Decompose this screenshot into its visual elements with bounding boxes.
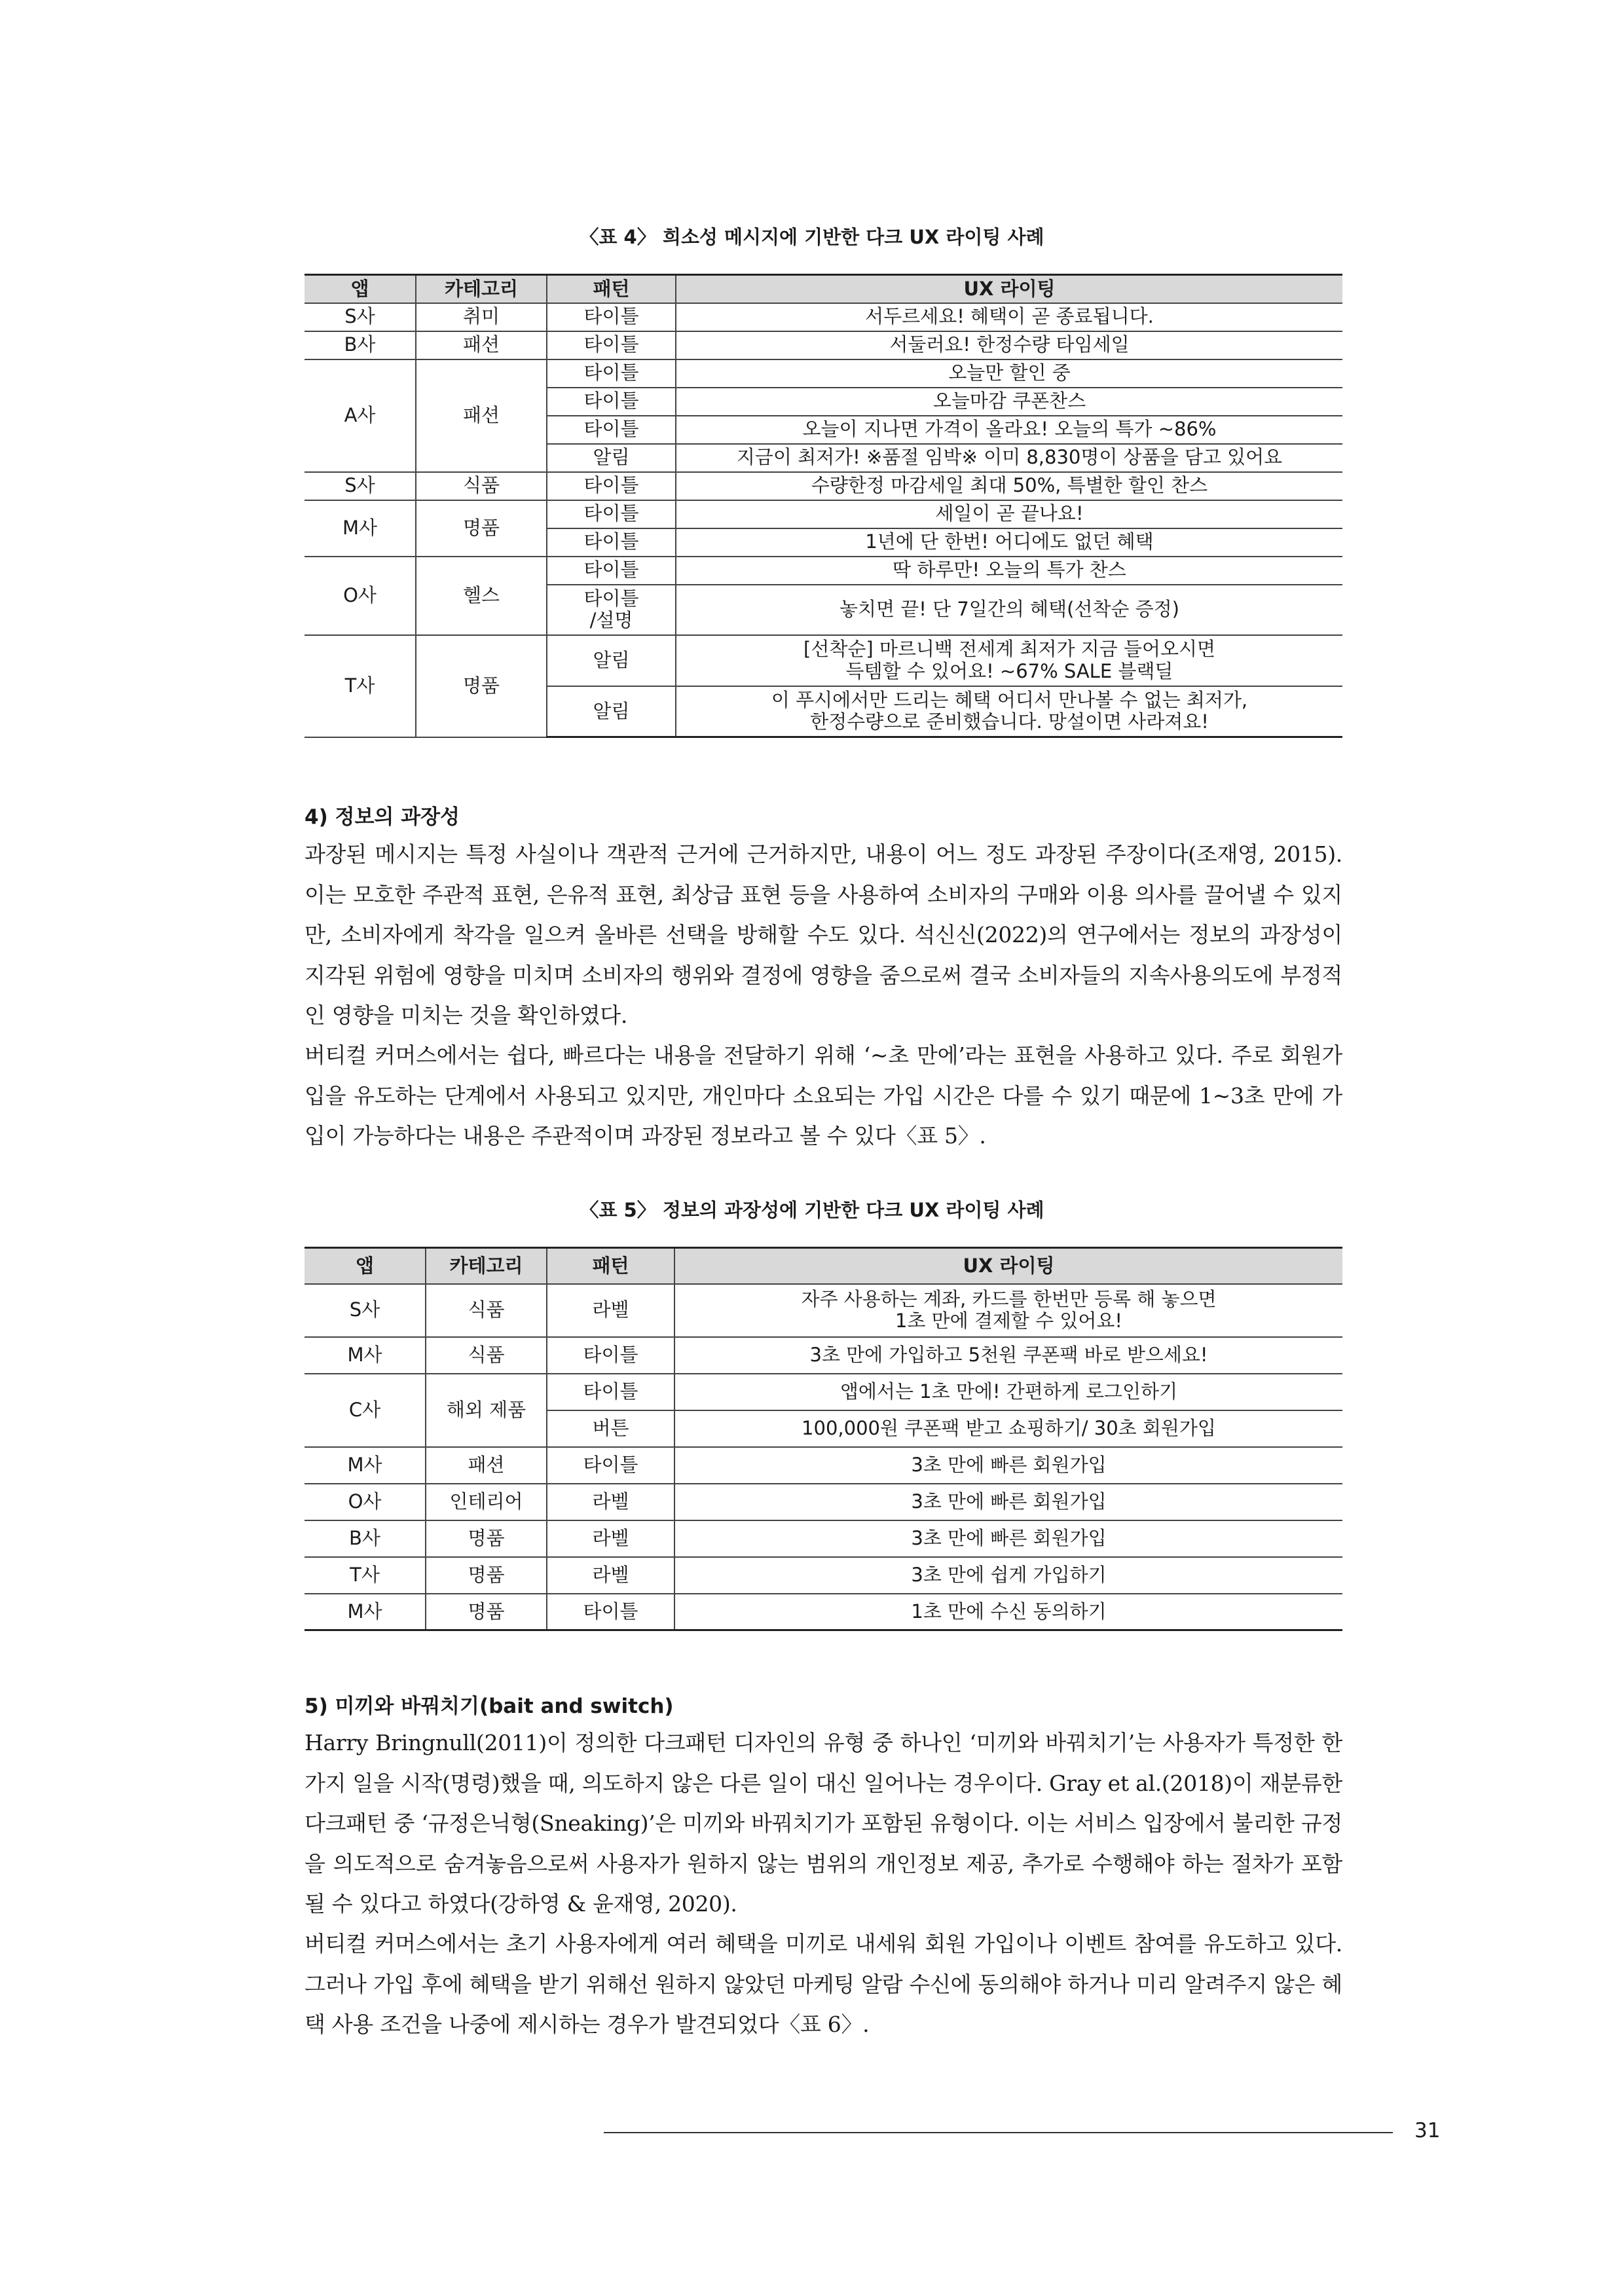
cell-app: S사 (304, 1284, 426, 1337)
cell-app: T사 (304, 1557, 426, 1594)
cell-ux-writing: 서두르세요! 혜택이 곧 종료됩니다. (676, 303, 1342, 331)
table-row (304, 1520, 1342, 1557)
cell-pattern: 타이틀 (547, 359, 676, 388)
cell-pattern: 라벨 (547, 1284, 674, 1337)
col-header-ux-writing: UX 라이팅 (676, 275, 1342, 303)
cell-ux-writing: 3초 만에 가입하고 5천원 쿠폰팩 바로 받으세요! (674, 1337, 1342, 1374)
cell-category: 명품 (426, 1520, 547, 1557)
footer-rule (604, 2132, 1393, 2133)
table-header-row (304, 275, 1342, 303)
table-row (304, 1374, 1342, 1410)
cell-ux-writing: 3초 만에 빠른 회원가입 (674, 1520, 1342, 1557)
cell-ux-writing: 1년에 단 한번! 어디에도 없던 혜택 (676, 528, 1342, 557)
cell-app: M사 (304, 500, 416, 557)
cell-app: B사 (304, 331, 416, 359)
section-heading: 5) 미끼와 바꿔치기(bait and switch) (304, 1695, 674, 1718)
cell-app: O사 (304, 557, 416, 635)
body-paragraph: 버티컬 커머스에서는 초기 사용자에게 여러 혜택을 미끼로 내세워 회원 가입이나 이벤트 참여를 유도하고 있다. 그러나 가입 후에 혜택을 받기 위해선 원하지 않았던 마케팅 알람 수신에 동의해야 하거나 미리 알려주지 않은 혜택 사용 조건을 나중에 제시하는 경우가 발견되었다〈표 6〉. (304, 1931, 1342, 2037)
cell-pattern: 타이틀 /설명 (547, 585, 676, 635)
table-row (304, 303, 1342, 331)
cell-ux-writing: 자주 사용하는 계좌, 카드를 한번만 등록 해 놓으면 1초 만에 결제할 수 있어요! (674, 1284, 1342, 1337)
cell-ux-writing: [선착순] 마르니백 전세계 최저가 지금 들어오시면 득템할 수 있어요! ~67% SALE 블랙딜 (676, 635, 1342, 686)
cell-app: S사 (304, 472, 416, 500)
cell-pattern: 타이틀 (547, 1594, 674, 1630)
cell-category: 헬스 (416, 557, 547, 635)
cell-category: 패션 (416, 359, 547, 472)
cell-category: 명품 (426, 1557, 547, 1594)
cell-app: B사 (304, 1520, 426, 1557)
cell-ux-writing: 1초 만에 수신 동의하기 (674, 1594, 1342, 1630)
cell-category: 명품 (426, 1594, 547, 1630)
table-row (304, 1594, 1342, 1630)
cell-pattern: 타이틀 (547, 388, 676, 416)
table-row (304, 1284, 1342, 1337)
col-header-ux-writing: UX 라이팅 (674, 1248, 1342, 1284)
cell-pattern: 타이틀 (547, 416, 676, 444)
cell-category: 명품 (416, 635, 547, 737)
cell-pattern: 타이틀 (547, 303, 676, 331)
cell-app: M사 (304, 1594, 426, 1630)
page-number: 31 (1414, 2119, 1441, 2142)
cell-category: 취미 (416, 303, 547, 331)
cell-app: S사 (304, 303, 416, 331)
cell-pattern: 타이틀 (547, 1447, 674, 1484)
cell-pattern: 알림 (547, 686, 676, 737)
cell-ux-writing: 앱에서는 1초 만에! 간편하게 로그인하기 (674, 1374, 1342, 1410)
body-paragraph: 버티컬 커머스에서는 쉽다, 빠르다는 내용을 전달하기 위해 ‘~초 만에’라는 표현을 사용하고 있다. 주로 회원가입을 유도하는 단계에서 사용되고 있지만, 개인마다 소요되는 가입 시간은 다를 수 있기 때문에 1~3초 만에 가입이 가능하다는 내용은 주관적이며 과장된 정보라고 볼 수 있다〈표 5〉. (304, 1042, 1342, 1148)
table-row (304, 472, 1342, 500)
col-header-pattern: 패턴 (547, 1248, 674, 1284)
col-header-app: 앱 (304, 1248, 426, 1284)
col-header-category: 카테고리 (416, 275, 547, 303)
cell-ux-writing: 지금이 최저가! ※품절 임박※ 이미 8,830명이 상품을 담고 있어요 (676, 444, 1342, 472)
body-paragraph: 과장된 메시지는 특정 사실이나 객관적 근거에 근거하지만, 내용이 어느 정도 과장된 주장이다(조재영, 2015). 이는 모호한 주관적 표현, 은유적 표현, 최상급 표현 등을 사용하여 소비자의 구매와 이용 의사를 끌어낼 수 있지만, 소비자에게 착각을 일으켜 올바른 선택을 방해할 수도 있다. 석신신(2022)의 연구에서는 정보의 과장성이 지각된 위험에 영향을 미치며 소비자의 행위와 결정에 영향을 줌으로써 결국 소비자들의 지속사용의도에 부정적인 영향을 미치는 것을 확인하였다. (304, 841, 1342, 1028)
cell-category: 패션 (416, 331, 547, 359)
table5 (304, 1247, 1342, 1631)
cell-pattern: 타이틀 (547, 472, 676, 500)
cell-category: 패션 (426, 1447, 547, 1484)
table5-caption: 〈표 5〉 정보의 과장성에 기반한 다크 UX 라이팅 사례 (580, 1199, 1044, 1221)
table-row (304, 1337, 1342, 1374)
table4-caption: 〈표 4〉 희소성 메시지에 기반한 다크 UX 라이팅 사례 (580, 226, 1044, 248)
cell-pattern: 라벨 (547, 1484, 674, 1520)
cell-pattern: 타이틀 (547, 331, 676, 359)
cell-pattern: 타이틀 (547, 1374, 674, 1410)
cell-app: A사 (304, 359, 416, 472)
cell-ux-writing: 서둘러요! 한정수량 타임세일 (676, 331, 1342, 359)
table-row (304, 359, 1342, 388)
cell-category: 식품 (426, 1337, 547, 1374)
cell-app: O사 (304, 1484, 426, 1520)
table-row (304, 331, 1342, 359)
cell-pattern: 버튼 (547, 1410, 674, 1447)
cell-ux-writing: 오늘만 할인 중 (676, 359, 1342, 388)
cell-ux-writing: 3초 만에 쉽게 가입하기 (674, 1557, 1342, 1594)
cell-ux-writing: 놓치면 끝! 단 7일간의 혜택(선착순 증정) (676, 585, 1342, 635)
table-header-row (304, 1248, 1342, 1284)
cell-ux-writing: 3초 만에 빠른 회원가입 (674, 1484, 1342, 1520)
cell-pattern: 라벨 (547, 1520, 674, 1557)
cell-pattern: 라벨 (547, 1557, 674, 1594)
col-header-app: 앱 (304, 275, 416, 303)
table-row (304, 1484, 1342, 1520)
cell-category: 해외 제품 (426, 1374, 547, 1447)
table-row (304, 557, 1342, 585)
table4 (304, 274, 1342, 738)
cell-ux-writing: 이 푸시에서만 드리는 혜택 어디서 만나볼 수 없는 최저가, 한정수량으로 준비했습니다. 망설이면 사라져요! (676, 686, 1342, 737)
cell-app: T사 (304, 635, 416, 737)
table-row (304, 1557, 1342, 1594)
cell-category: 식품 (426, 1284, 547, 1337)
section-heading: 4) 정보의 과장성 (304, 805, 460, 829)
cell-app: C사 (304, 1374, 426, 1447)
cell-pattern: 타이틀 (547, 557, 676, 585)
cell-pattern: 타이틀 (547, 500, 676, 528)
cell-category: 식품 (416, 472, 547, 500)
table-row (304, 500, 1342, 528)
cell-ux-writing: 세일이 곧 끝나요! (676, 500, 1342, 528)
cell-ux-writing: 오늘마감 쿠폰찬스 (676, 388, 1342, 416)
col-header-category: 카테고리 (426, 1248, 547, 1284)
col-header-pattern: 패턴 (547, 275, 676, 303)
cell-ux-writing: 3초 만에 빠른 회원가입 (674, 1447, 1342, 1484)
cell-pattern: 타이틀 (547, 528, 676, 557)
table-row (304, 1447, 1342, 1484)
cell-pattern: 타이틀 (547, 1337, 674, 1374)
cell-category: 인테리어 (426, 1484, 547, 1520)
cell-ux-writing: 오늘이 지나면 가격이 올라요! 오늘의 특가 ~86% (676, 416, 1342, 444)
cell-pattern: 알림 (547, 635, 676, 686)
cell-pattern: 알림 (547, 444, 676, 472)
body-paragraph: Harry Bringnull(2011)이 정의한 다크패턴 디자인의 유형 중 하나인 ‘미끼와 바꿔치기’는 사용자가 특정한 한 가지 일을 시작(명령)했을 때, 의도하지 않은 다른 일이 대신 일어나는 경우이다. Gray et al.(2018)이 재분류한 다크패턴 중 ‘규정은닉형(Sneaking)’은 미끼와 바꿔치기가 포함된 유형이다. 이는 서비스 입장에서 불리한 규정을 의도적으로 숨겨놓음으로써 사용자가 원하지 않는 범위의 개인정보 제공, 추가로 수행해야 하는 절차가 포함될 수 있다고 하였다(강하영 & 윤재영, 2020). (304, 1730, 1342, 1917)
cell-ux-writing: 수량한정 마감세일 최대 50%, 특별한 할인 찬스 (676, 472, 1342, 500)
cell-category: 명품 (416, 500, 547, 557)
cell-ux-writing: 딱 하루만! 오늘의 특가 찬스 (676, 557, 1342, 585)
cell-app: M사 (304, 1337, 426, 1374)
cell-app: M사 (304, 1447, 426, 1484)
cell-ux-writing: 100,000원 쿠폰팩 받고 쇼핑하기/ 30초 회원가입 (674, 1410, 1342, 1447)
table-row (304, 635, 1342, 686)
